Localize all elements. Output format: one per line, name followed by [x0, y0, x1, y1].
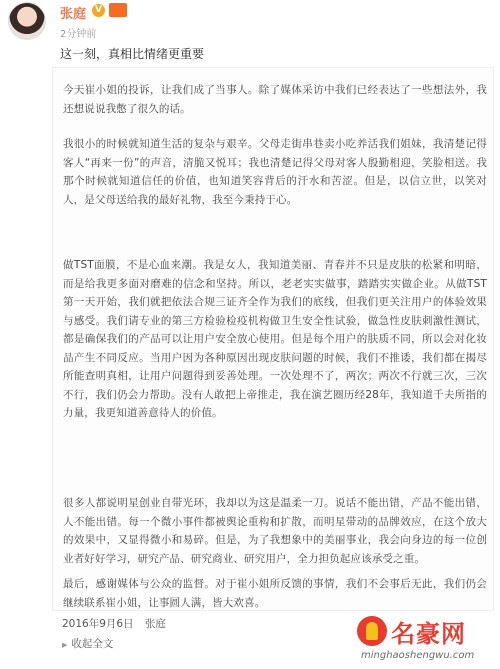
- statement-paragraph: 做TST面膜，不是心血来潮。我是女人，我知道美丽、青春并不只是皮肤的松紧和明暗，而是给我更多面对磨难的信念和坚持。所以，老老实实做事，踏踏实实做企业。从做TST第一天开始，我们就把依法合规三证齐全作为我们的底线，但我们更关注用户的体验效果与感受。我们请专业的第三方检验检疫机构做卫生安全性试验，做急性皮肤刺激性测试，都是确保我们的产品可以让用户安全放心使用。但是每个用户的肤质不同，所以会对化妆品产生不同反应。当用户因为各种原因出现皮肤问题的时候，我们不推诿，我们都在揭尽所能查明真相，让用户问题得到妥善处理。一次处理不了，两次；两次不行就三次，三次不行，我们仍会力帮助。没有人敢把上帝推走，我在演艺圈历经28年，我知道千夫所指的力量，我更知道善意待人的价值。: [63, 259, 487, 419]
- collapse-fulltext-link[interactable]: ▶ 收起全文: [62, 636, 113, 651]
- post-timestamp[interactable]: 2分钟前: [60, 29, 97, 40]
- statement-paragraph: 今天崔小姐的投诉，让我们成了当事人。除了媒体采访中我们已经表达了一些想法外，我还想说说我憋了很久的话。: [63, 84, 487, 115]
- signature-name: 张庭: [144, 618, 166, 630]
- statement-paragraph: 最后，感谢媒体与公众的监督。对于崔小姐所反馈的事情，我们不会事后无此，我们仍会继续联系崔小姐，让事圆人满，皆大欢喜。: [63, 578, 487, 609]
- member-crown-icon: [109, 3, 127, 17]
- statement-paragraph: 我很小的时候就知道生活的复杂与艰辛。父母走街串巷卖小吃养活我们姐妹，我清楚记得客人“再来一份”的声音，清脆又悦耳；我也清楚记得父母对客人殷勤相迎，笑脸相送。我那个时候就知道信任的价值，也知道笑容背后的汗水和苦涩。但是，以信立世，以笑对人，是父母送给我的最好礼物，我至今秉持于心。: [63, 138, 487, 206]
- post-signature: [62, 616, 174, 631]
- post-header: [0, 0, 500, 40]
- post-date: 2016年9月6日: [62, 618, 134, 630]
- site-watermark: [357, 612, 497, 667]
- statement-paragraph: 很多人都说明星创业自带光环，我却以为这是温柔一刀。说话不能出错，产品不能出错，人不能出错。每一个微小事件都被舆论重构和扩散，而明星带动的品牌效应，在这个放大的效果中，又显得微小和易碎。但是，为了我想象中的美丽事业，我会向身边的每一位创业者好好学习，研究产品、研究商业、研究用户，全力担负起应该承受之重。: [63, 497, 487, 565]
- site-logo-icon: [357, 616, 387, 646]
- post-intro-text: 这一刻，真相比情绪更重要: [60, 47, 205, 61]
- author-name[interactable]: 张庭: [60, 7, 87, 22]
- avatar[interactable]: [8, 2, 46, 40]
- verified-icon: V: [92, 4, 105, 17]
- watermark-title: 名豪网: [391, 620, 466, 648]
- statement-image[interactable]: [52, 67, 494, 611]
- watermark-url: minghaoshengwu.com: [361, 650, 475, 661]
